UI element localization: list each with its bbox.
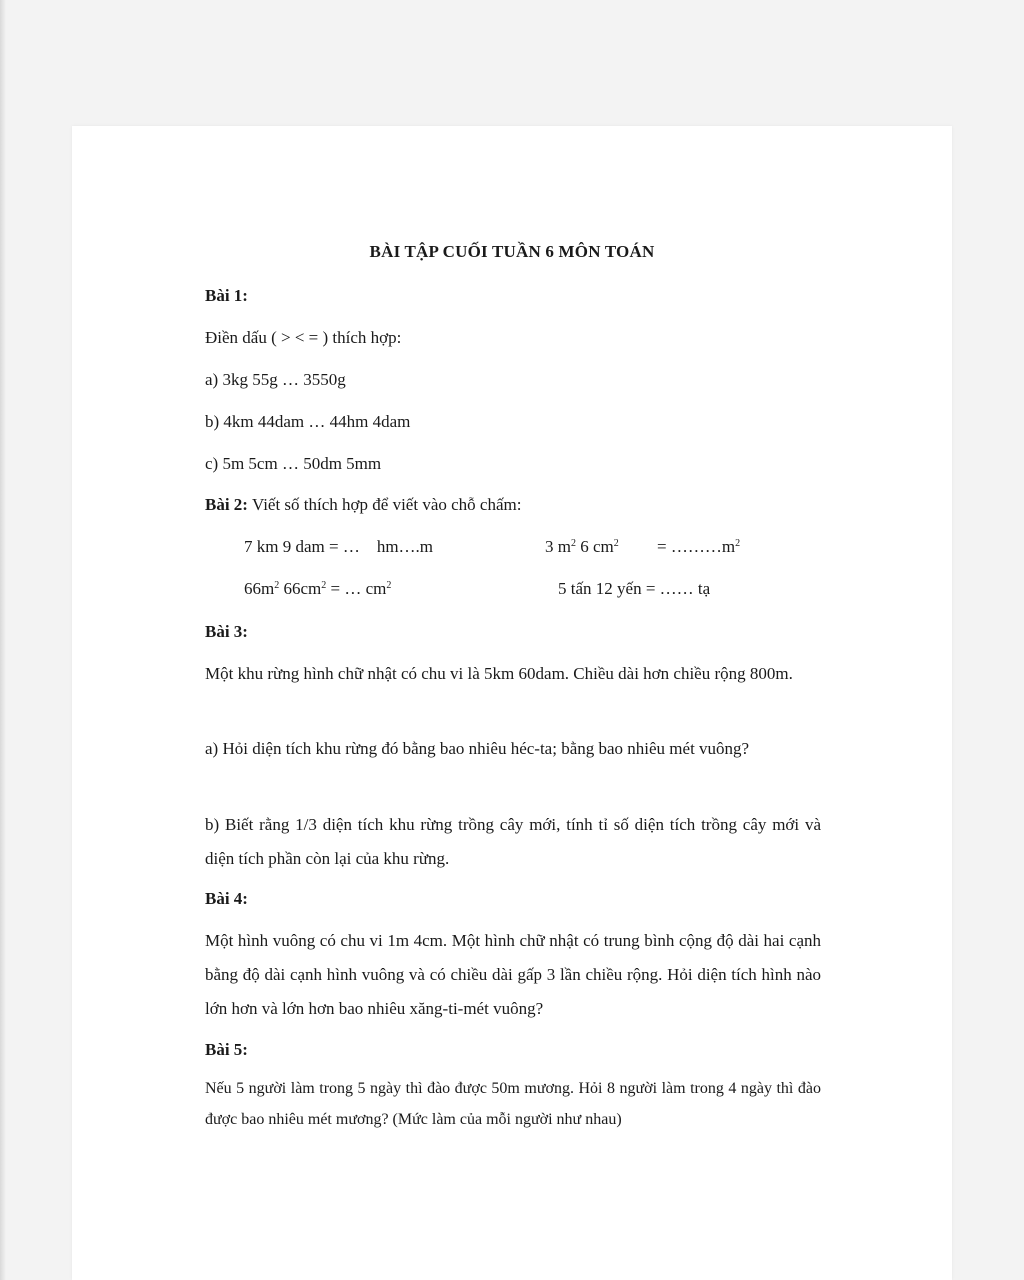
bai1-item-a: a) 3kg 55g … 3550g xyxy=(205,370,346,389)
bai4-text: Một hình vuông có chu vi 1m 4cm. Một hình chữ nhật có trung bình cộng độ dài hai cạnh bằng độ dài cạnh hình vuông và có chiều dài gấp 3 lần chiều rộng. Hỏi diện tích hình nào lớn hơn và lớn hơn bao nhiêu xăng-ti-mét vuông? xyxy=(205,931,821,1018)
page-title: BÀI TẬP CUỐI TUẦN 6 MÔN TOÁN xyxy=(369,242,655,261)
bai3-text: Một khu rừng hình chữ nhật có chu vi là 5km 60dam. Chiều dài hơn chiều rộng 800m. xyxy=(205,664,793,683)
bai4-heading: Bài 4: xyxy=(205,889,248,908)
bai1-item-c: c) 5m 5cm … 50dm 5mm xyxy=(205,454,382,473)
bai3-item-a: a) Hỏi diện tích khu rừng đó bằng bao nhiêu héc-ta; bằng bao nhiêu mét vuông? xyxy=(205,739,750,758)
bai2-heading: Bài 2: xyxy=(205,495,248,514)
bai5-heading: Bài 5: xyxy=(205,1040,248,1059)
bai2-row1-sup3: 2 xyxy=(735,538,741,549)
bai2-row1-left: 7 km 9 dam = … hm….m xyxy=(244,537,434,556)
bai2-row1-sup2: 2 xyxy=(613,538,619,549)
viewer-left-edge xyxy=(0,0,6,1280)
bai5-text: Nếu 5 người làm trong 5 ngày thì đào được 50m mương. Hỏi 8 người làm trong 4 ngày thì đào được bao nhiêu mét mương? (Mức làm của mỗi người như nhau) xyxy=(205,1080,821,1128)
bai2-instruction: Viết số thích hợp để viết vào chỗ chấm: xyxy=(251,495,522,514)
bai2-row1-right-a: 3 m xyxy=(545,537,571,556)
bai3-heading: Bài 3: xyxy=(205,622,248,641)
bai2-row1-right xyxy=(545,537,619,557)
bai2-row2-sup3: 2 xyxy=(386,580,392,591)
bai2-row2-left xyxy=(244,579,391,599)
bai1-item-b: b) 4km 44dam … 44hm 4dam xyxy=(205,412,411,431)
bai2-row1-answer xyxy=(657,537,740,557)
bai2-line xyxy=(205,495,521,515)
bai3-item-b: b) Biết rằng 1/3 diện tích khu rừng trồng cây mới, tính tỉ số diện tích trồng cây mới và diện tích phần còn lại của khu rừng. xyxy=(205,815,821,868)
bai2-row2-left-a: 66m xyxy=(244,579,275,598)
bai2-row2-left-b: 66cm xyxy=(279,579,322,598)
bai1-heading: Bài 1: xyxy=(205,286,248,305)
bai1-instruction: Điền dấu ( > < = ) thích hợp: xyxy=(205,328,402,347)
bai2-row1-sup1: 2 xyxy=(570,538,576,549)
bai2-row2-right: 5 tấn 12 yến = …… tạ xyxy=(558,579,711,598)
bai2-row1-right-c: = ………m xyxy=(657,537,736,556)
bai2-row2-left-c: = … cm xyxy=(326,579,387,598)
bai2-row2-sup1: 2 xyxy=(274,580,280,591)
bai2-row2-sup2: 2 xyxy=(321,580,327,591)
document-page xyxy=(72,126,952,1280)
bai2-row1-right-b: 6 cm xyxy=(575,537,614,556)
